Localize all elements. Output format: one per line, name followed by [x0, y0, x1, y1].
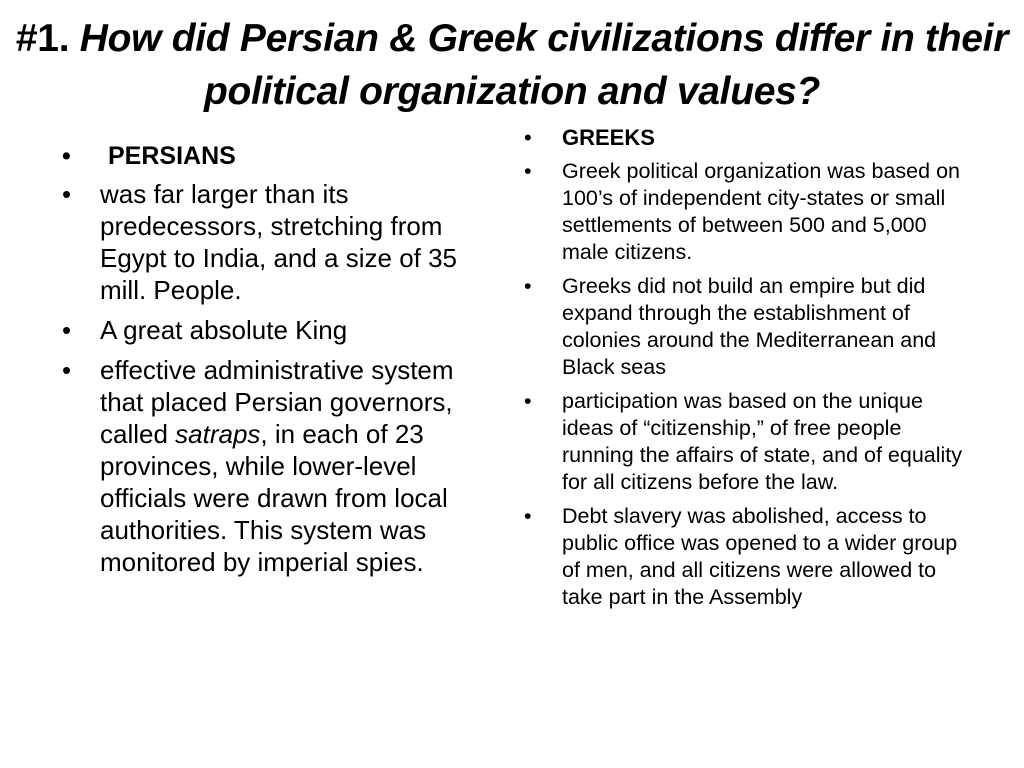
list-item — [60, 314, 500, 346]
persians-heading: PERSIANS — [108, 142, 236, 170]
list-item-text: participation was based on the unique ideas of “citizenship,” of free people running the affairs of state, and of equality for all citizens before the law. — [562, 389, 963, 494]
bullet-icon: • — [62, 142, 71, 170]
bullet-icon: • — [62, 179, 72, 209]
list-item — [60, 178, 500, 306]
text-before: effective administrative system that placed Persian governors, called — [100, 355, 454, 449]
persians-column — [60, 140, 500, 586]
bullet-icon: • — [62, 355, 72, 385]
list-item-text: Debt slavery was abolished, access to public office was opened to a wider group of men, and all citizens were allowed to take part in the Assembly — [562, 504, 958, 609]
list-item-text: was far larger than its predecessors, stretching from Egypt to India, and a size of 35 mill. People. — [100, 179, 458, 305]
greeks-heading: GREEKS — [562, 125, 655, 150]
satraps-emphasis: satraps — [175, 419, 261, 449]
list-item-text — [100, 355, 454, 577]
list-item — [522, 273, 962, 381]
bullet-icon: • — [62, 315, 72, 345]
bullet-icon: • — [524, 125, 532, 150]
list-item-text: Greeks did not build an empire but did expand through the establishment of colonies around the Mediterranean and Black seas — [562, 274, 937, 379]
greeks-column — [522, 124, 962, 618]
bullet-icon: • — [524, 159, 532, 183]
list-item-text: Greek political organization was based on 100’s of independent city-states or small settlements of between 500 and 5,000 male citizens. — [562, 159, 960, 264]
persians-heading-item — [60, 140, 500, 172]
bullet-icon: • — [524, 389, 532, 413]
slide-title — [10, 12, 1014, 118]
title-question: How did Persian & Greek civilizations differ in their political organization and values? — [79, 17, 1009, 113]
list-item-text: A great absolute King — [100, 315, 348, 345]
bullet-icon: • — [524, 504, 532, 528]
list-item — [522, 158, 962, 266]
title-prefix: #1. — [15, 17, 80, 60]
greeks-heading-item — [522, 124, 962, 151]
bullet-icon: • — [524, 274, 532, 298]
list-item — [522, 503, 962, 611]
list-item — [60, 354, 500, 578]
list-item — [522, 388, 962, 496]
text-after: , in each of 23 provinces, while lower-level officials were drawn from local authorities. This system was monitored by imperial spies. — [100, 419, 448, 577]
